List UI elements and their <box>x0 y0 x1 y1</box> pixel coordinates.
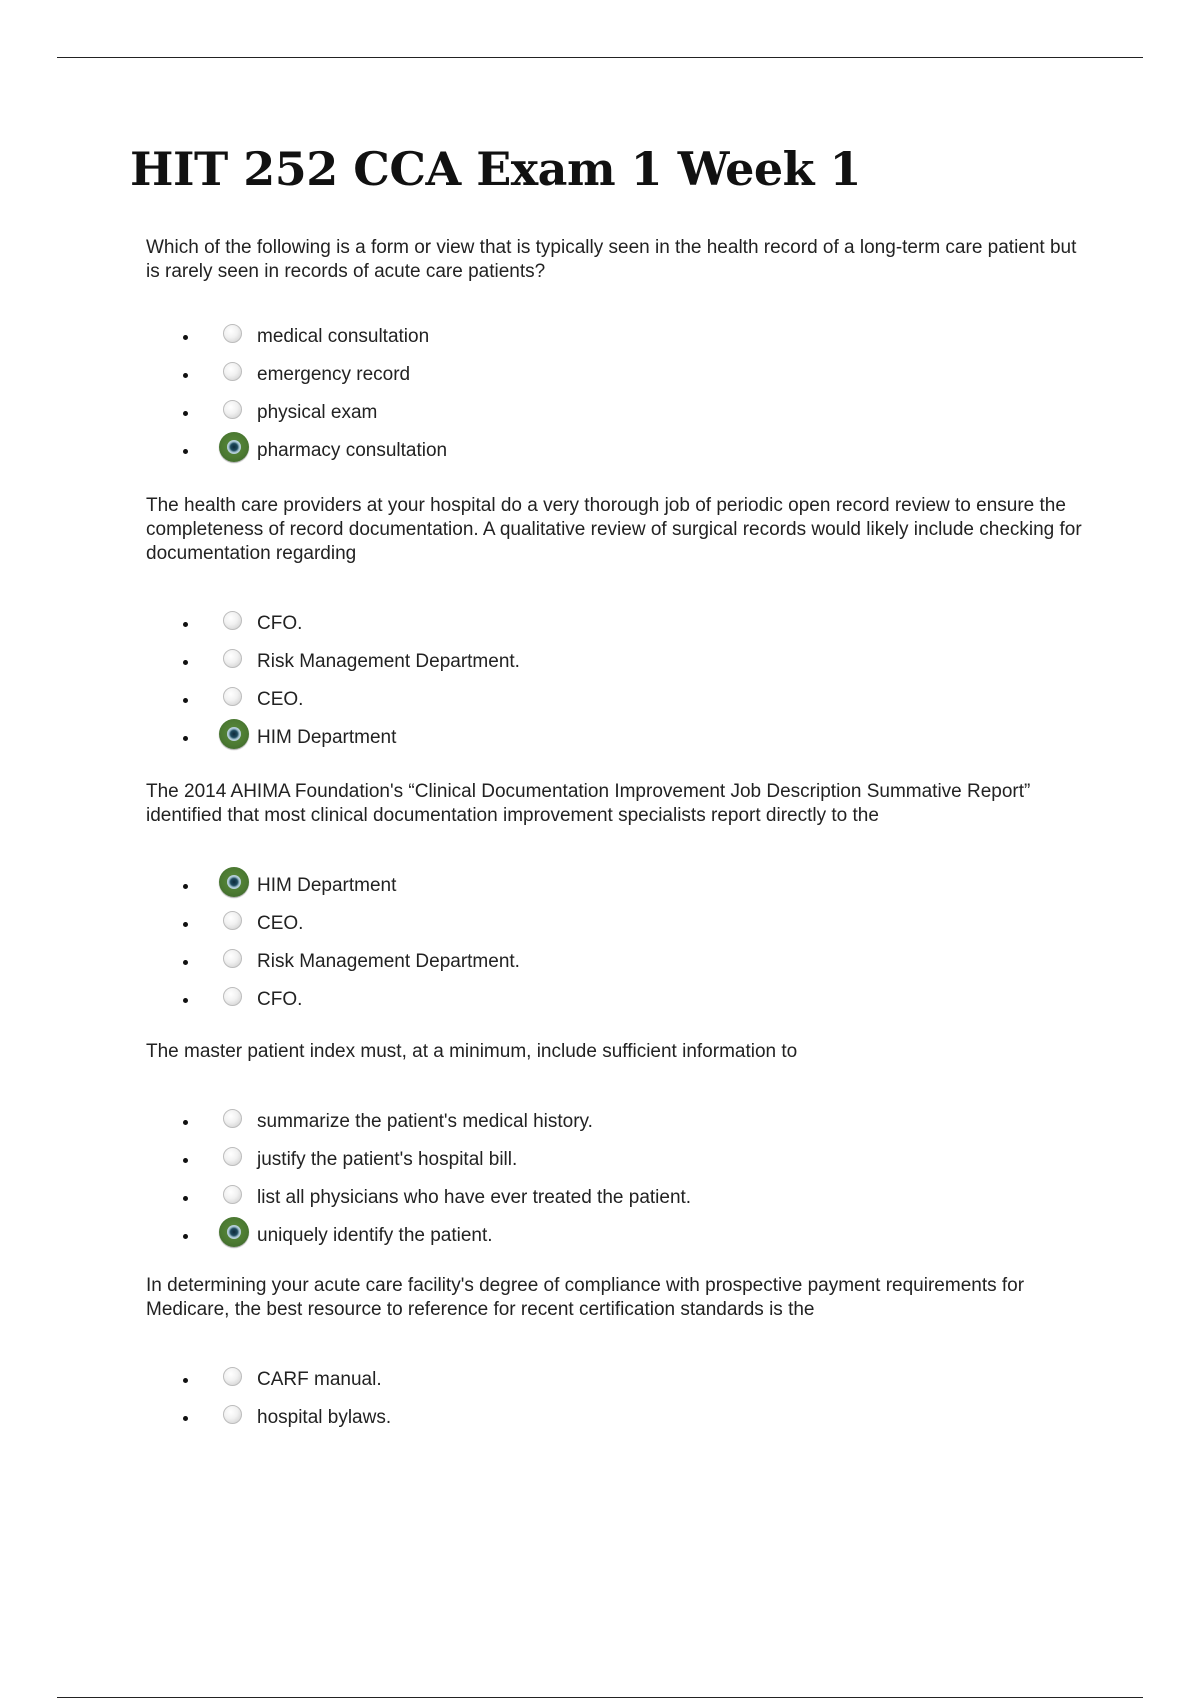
question-1 <box>146 236 1086 471</box>
option-label: hospital bylaws. <box>257 1407 392 1428</box>
answer-option[interactable] <box>146 720 1086 758</box>
answer-option[interactable] <box>146 319 1086 357</box>
radio-unselected-icon[interactable] <box>223 324 242 343</box>
radio-unselected-icon[interactable] <box>223 1109 242 1128</box>
bullet-icon <box>183 660 188 665</box>
radio-unselected-icon[interactable] <box>223 687 242 706</box>
option-label: physical exam <box>257 402 378 423</box>
question-text: The 2014 AHIMA Foundation's “Clinical Documentation Improvement Job Description Summative Report” identified that most clinical documentation improvement specialists report directly to the <box>146 781 1031 826</box>
answer-options <box>146 1362 1086 1438</box>
radio-unselected-icon[interactable] <box>223 1367 242 1386</box>
answer-option[interactable] <box>146 1142 1086 1180</box>
option-label: list all physicians who have ever treated the patient. <box>257 1187 692 1208</box>
question-3 <box>146 780 1086 1020</box>
answer-option[interactable] <box>146 682 1086 720</box>
answer-option[interactable] <box>146 606 1086 644</box>
bullet-icon <box>183 922 188 927</box>
option-label: uniquely identify the patient. <box>257 1225 493 1246</box>
bullet-icon <box>183 1234 188 1239</box>
bullet-icon <box>183 1120 188 1125</box>
bullet-icon <box>183 1416 188 1421</box>
radio-unselected-icon[interactable] <box>223 987 242 1006</box>
question-text: The master patient index must, at a minimum, include sufficient information to <box>146 1041 798 1062</box>
bullet-icon <box>183 736 188 741</box>
document-title: HIT 252 CCA Exam 1 Week 1 <box>130 142 862 196</box>
bullet-icon <box>183 373 188 378</box>
answer-option[interactable] <box>146 644 1086 682</box>
option-label: emergency record <box>257 364 411 385</box>
answer-option[interactable] <box>146 1362 1086 1400</box>
radio-unselected-icon[interactable] <box>223 611 242 630</box>
radio-selected-icon[interactable] <box>219 867 249 897</box>
bullet-icon <box>183 960 188 965</box>
radio-selected-icon[interactable] <box>219 719 249 749</box>
answer-option[interactable] <box>146 357 1086 395</box>
radio-selected-icon[interactable] <box>219 1217 249 1247</box>
question-text: Which of the following is a form or view that is typically seen in the health record of a long-term care patient but is rarely seen in records of acute care patients? <box>146 237 1077 282</box>
bullet-icon <box>183 698 188 703</box>
answer-options <box>146 1104 1086 1256</box>
answer-option[interactable] <box>146 1400 1086 1438</box>
radio-unselected-icon[interactable] <box>223 400 242 419</box>
question-4 <box>146 1040 1086 1256</box>
option-label: CEO. <box>257 689 304 710</box>
answer-option[interactable] <box>146 868 1086 906</box>
answer-options <box>146 606 1086 758</box>
answer-options <box>146 319 1086 471</box>
radio-unselected-icon[interactable] <box>223 1185 242 1204</box>
bullet-icon <box>183 411 188 416</box>
answer-option[interactable] <box>146 1104 1086 1142</box>
option-label: Risk Management Department. <box>257 651 520 672</box>
bullet-icon <box>183 1158 188 1163</box>
answer-option[interactable] <box>146 982 1086 1020</box>
option-label: medical consultation <box>257 326 430 347</box>
question-2 <box>146 494 1086 758</box>
radio-selected-icon[interactable] <box>219 432 249 462</box>
question-text: The health care providers at your hospital do a very thorough job of periodic open record review to ensure the completeness of record documentation. A qualitative review of surgical records would likely include checking for documentation regarding <box>146 495 1082 564</box>
option-label: HIM Department <box>257 727 397 748</box>
radio-unselected-icon[interactable] <box>223 649 242 668</box>
option-label: pharmacy consultation <box>257 440 448 461</box>
option-label: Risk Management Department. <box>257 951 520 972</box>
bullet-icon <box>183 335 188 340</box>
bullet-icon <box>183 998 188 1003</box>
bullet-icon <box>183 449 188 454</box>
answer-option[interactable] <box>146 433 1086 471</box>
bottom-rule <box>57 1697 1143 1698</box>
answer-options <box>146 868 1086 1020</box>
option-label: justify the patient's hospital bill. <box>257 1149 518 1170</box>
radio-unselected-icon[interactable] <box>223 949 242 968</box>
radio-unselected-icon[interactable] <box>223 362 242 381</box>
bullet-icon <box>183 622 188 627</box>
answer-option[interactable] <box>146 1180 1086 1218</box>
option-label: CFO. <box>257 613 303 634</box>
option-label: HIM Department <box>257 875 397 896</box>
answer-option[interactable] <box>146 944 1086 982</box>
radio-unselected-icon[interactable] <box>223 1147 242 1166</box>
answer-option[interactable] <box>146 906 1086 944</box>
option-label: CFO. <box>257 989 303 1010</box>
option-label: CARF manual. <box>257 1369 382 1390</box>
bullet-icon <box>183 1378 188 1383</box>
answer-option[interactable] <box>146 395 1086 433</box>
question-5 <box>146 1274 1086 1438</box>
bullet-icon <box>183 1196 188 1201</box>
bullet-icon <box>183 884 188 889</box>
option-label: CEO. <box>257 913 304 934</box>
radio-unselected-icon[interactable] <box>223 1405 242 1424</box>
option-label: summarize the patient's medical history. <box>257 1111 593 1132</box>
top-rule <box>57 57 1143 58</box>
question-text: In determining your acute care facility's degree of compliance with prospective payment requirements for Medicare, the best resource to reference for recent certification standards is the <box>146 1275 1025 1320</box>
radio-unselected-icon[interactable] <box>223 911 242 930</box>
answer-option[interactable] <box>146 1218 1086 1256</box>
